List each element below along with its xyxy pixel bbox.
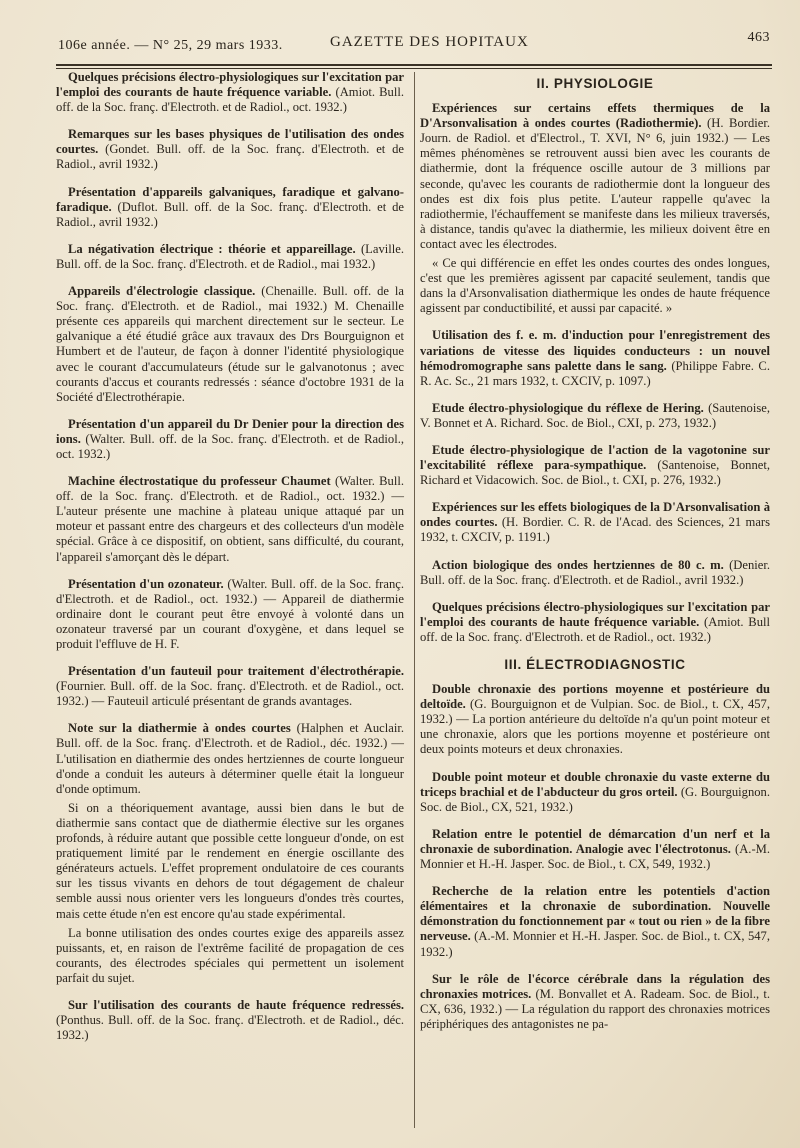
article-entry (420, 770, 770, 815)
article-entry (56, 664, 404, 709)
article-text: (Walter. Bull. off. de la Soc. franç. d'Electroth. et de Radiol., oct. 1932.) (56, 431, 404, 461)
article-entry (420, 101, 770, 252)
article-text: (A.-M. Monnier et H.-H. Jasper. Soc. de Biol., t. CX, 549, 1932.) (420, 841, 770, 872)
article-text: (G. Bourguignon. Soc. de Biol., CX, 521, 1932.) (420, 784, 771, 814)
article-text: (Denier. Bull. off. de la Soc. franç. d'Electroth. et de Radiol., avril 1932.) (420, 557, 771, 587)
article-entry (56, 284, 404, 405)
article-title: Remarques sur les bases physiques de l'utilisation des ondes courtes. (56, 127, 404, 157)
article-entry (56, 70, 404, 115)
article-title: Action biologique des ondes hertziennes de 80 c. m. (432, 557, 724, 572)
header-rule (56, 64, 772, 66)
article-title: Présentation d'un ozonateur. (68, 576, 224, 591)
article-title: Présentation d'un fauteuil pour traitement d'électrothérapie. (68, 664, 404, 679)
article-text: (A.-M. Monnier et H.-H. Jasper. Soc. de Biol., t. CX, 547, 1932.) (420, 929, 770, 959)
article-title: Recherche de la relation entre les potentiels d'action élémentaires et la chronaxie de subordination. Nouvelle démonstration du fonctionnement par « tout ou rien » de la fibre nerveuse. (420, 884, 770, 944)
article-text: (M. Bonvallet et A. Radeam. Soc. de Biol., t. CX, 636, 1932.) — La régulation du rapport des chronaxies motrices périphériques des antagonistes ne pa- (420, 986, 770, 1031)
article-entry (56, 721, 404, 796)
article-paragraph: « Ce qui différencie en effet les ondes courtes des ondes longues, c'est que les premières agissent par capacité seulement, tandis que dans la d'Arsonvalisation diathermique les ondes de haute fréquence agissent par conductibilité, et aussi par capacité. » (420, 256, 770, 316)
article-title: Machine électrostatique du professeur Chaumet (68, 474, 331, 489)
article-entry (420, 443, 770, 488)
article-paragraph: Si on a théoriquement avantage, aussi bien dans le but de diathermie sans contact que de diathermie élective sur les organes profonds, à réduire autant que possible cette longueur d'onde, on est pratiquement limité par le rendement en énergie oscillante des générateurs actuels. L'effet proprement ondulatoire de ces courants sur les tissus vivants en dehors de tout dégagement de chaleur semble aussi nous orienter vers les longueurs d'ondes très courtes, mais cette étude n'en est encore qu'au stade expérimental. (56, 800, 404, 921)
article-text: (Fournier. Bull. off. de la Soc. franç. d'Electroth. et de Radiol., oct. 1932.) — Fauteuil articulé présentant de grands avantages. (56, 679, 404, 709)
article-entry (420, 827, 770, 872)
article-text: (Laville. Bull. off. de la Soc. franç. d'Electroth. et de Radiol., mai 1932.) (56, 241, 404, 271)
article-title: Expériences sur les effets biologiques de la D'Arsonvalisation à ondes courtes. (420, 500, 770, 530)
article-entry (420, 972, 770, 1032)
article-text: (Ponthus. Bull. off. de la Soc. franç. d'Electroth. et de Radiol., déc. 1932.) (56, 1013, 404, 1043)
article-text: (Gondet. Bull. off. de la Soc. franç. d'Electroth. et de Radiol., avril 1932.) (56, 142, 404, 172)
article-title: Note sur la diathermie à ondes courtes (68, 721, 291, 736)
article-title: Présentation d'appareils galvaniques, faradique et galvano-faradique. (56, 184, 404, 214)
article-title: Etude électro-physiologique de l'action de la vagotonine sur l'excitabilité réflexe para-sympathique. (420, 442, 770, 473)
issue-info: 106e année. — N° 25, 29 mars 1933. (58, 38, 283, 53)
article-entry (420, 884, 770, 959)
article-text: (Amiot. Bull. off. de la Soc. franç. d'Electroth. et de Radiol., oct. 1932.) (56, 85, 404, 115)
article-title: Appareils d'électrologie classique. (68, 284, 256, 299)
article-entry (420, 682, 770, 757)
article-entry (56, 577, 404, 652)
article-entry (56, 242, 404, 272)
article-title: Sur le rôle de l'écorce cérébrale dans la régulation des chronaxies motrices. (420, 971, 770, 1001)
article-entry (56, 185, 404, 230)
article-text: (Amiot. Bull off. de la Soc. franç. d'Electroth. et de Radiol., oct. 1932.) (420, 614, 770, 644)
article-paragraph: La bonne utilisation des ondes courtes exige des appareils assez puissants, et, en raison de l'extrême facilité de propagation de ces courants, des électrodes spéciales qui permettent un isolement parfait du sujet. (56, 925, 404, 985)
article-title: Présentation d'un appareil du Dr Denier pour la direction des ions. (56, 416, 404, 446)
article-entry (420, 558, 770, 588)
article-text: (Chenaille. Bull. off. de la Soc. franç. d'Electroth. et de Radiol., mai 1932.) M. Chenaille présente ces appareils qui marchent directement sur le secteur. Le galvanique a été étudié grâce aux travaux des Drs Bourguignon et Humbert et de l'auteur, de façon à donner l'identité physiologique avec le courant d'accumulateurs (étude sur le galvanotonus ; avec courants d'accus et courants redressés : séance d'octobre 1931 de la Société d'Electrothérapie. (56, 284, 404, 404)
article-entry (420, 328, 770, 388)
article-text: (H. Bordier. C. R. de l'Acad. des Sciences, 21 mars 1932, t. CXCIV, p. 1191.) (420, 515, 771, 545)
page-header (58, 30, 770, 60)
article-title: Utilisation des f. e. m. d'induction pour l'enregistrement des variations de vitesse des liquides conducteurs : un nouvel hémodromographe sans palette dans le sang. (420, 328, 770, 373)
article-entry (56, 417, 404, 462)
article-title: Etude électro-physiologique du réflexe de Hering. (432, 400, 704, 415)
article-text: (Sautenoise, V. Bonnet et A. Richard. Soc. de Biol., CXI, p. 273, 1932.) (420, 400, 770, 430)
article-text: (Walter. Bull. off. de la Soc. franç. d'Electroth. et de Radiol., oct. 1932.) — L'auteur présente une machine à plateau unique attaqué par un moteur et passant entre des chargeurs et des collecteurs d'un modèle spécial. Grâce à ce dispositif, on obtient, sans difficulté, du courant, l'appareil s'amorçant dès le départ. (56, 474, 404, 564)
article-title: Quelques précisions électro-physiologiques sur l'excitation par l'emploi des courants de haute fréquence variable. (420, 599, 770, 629)
article-title: Expériences sur certains effets thermiques de la D'Arsonvalisation à ondes courtes (Radiothermie). (420, 101, 770, 131)
article-text: (Duflot. Bull. off. de la Soc. franç. d'Electroth. et de Radiol., avril 1932.) (56, 199, 404, 229)
column-separator (414, 72, 415, 1128)
physiologie-entries (420, 101, 770, 645)
article-title: Sur l'utilisation des courants de haute fréquence redressés. (68, 997, 404, 1012)
article-title: Double point moteur et double chronaxie du vaste externe du triceps brachial et de l'abducteur du gros orteil. (420, 769, 770, 799)
article-title: Relation entre le potentiel de démarcation d'un nerf et la chronaxie de subordination. Analogie avec l'électrotonus. (420, 826, 770, 856)
section-heading-physiologie: II. PHYSIOLOGIE (536, 76, 654, 91)
article-text: (G. Bourguignon et de Vulpian. Soc. de Biol., t. CX, 457, 1932.) — La portion antérieure du deltoïde n'a qu'un point moteur et une chronaxie, alors que les portions moyenne et postérieure ont deux points moteurs et deux chronaxies. (420, 697, 770, 757)
article-text: (Halphen et Auclair. Bull. off. de la Soc. franç. d'Electroth. et de Radiol., déc. 1932.) — L'utilisation en diathermie des ondes hertziennes de courte longueur d'onde a conduit les auteurs à déterminer quelle était la longueur d'onde optimum. (56, 721, 404, 796)
article-text: (H. Bordier. Journ. de Radiol. et d'Electrol., T. XVI, N° 6, juin 1932.) — Les mêmes phénomènes se retrouvent aussi bien avec les courants de diathermie, dont la fréquence oscille autour de 3 millions par seconde, qu'avec les courants de radiothermie dont la longueur des ondes est dix fois plus petite. L'auteur rappelle qu'avec la radiothermie, l'échauffement se manifeste dans les milieux traversés, à distance, tandis qu'avec la diathermie, les milieux doivent être en contact avec les électrodes. (420, 116, 770, 251)
left-column (56, 70, 404, 1055)
article-title: Quelques précisions électro-physiologiques sur l'excitation par l'emploi des courants de haute fréquence variable. (56, 70, 404, 100)
article-entry (56, 474, 404, 565)
article-text: (Walter. Bull. off. de la Soc. franç. d'Electroth. et de Radiol., oct. 1932.) — Appareil de diathermie ordinaire dont le courant peut être envoyé à volonté dans un ozonateur traversé par un courant d'oxygène, et dans lequel se produit l'effluve de H. F. (56, 576, 404, 651)
article-text: (Santenoise, Bonnet, Richard et Vidacowich. Soc. de Biol., t. CXI, p. 276, 1932.) (420, 458, 770, 488)
article-title: Double chronaxie des portions moyenne et postérieure du deltoïde. (420, 682, 770, 712)
right-column (420, 70, 770, 1044)
article-entry (56, 998, 404, 1043)
article-entry (56, 127, 404, 172)
article-entry (420, 500, 770, 545)
page-number: 463 (747, 30, 770, 45)
article-title: La négativation électrique : théorie et appareillage. (68, 241, 356, 256)
article-entry (420, 600, 770, 645)
section-heading-electrodiagnostic: III. ÉLECTRODIAGNOSTIC (504, 657, 686, 672)
journal-title: GAZETTE DES HOPITAUX (330, 34, 529, 50)
header-rule-thin (56, 68, 772, 69)
article-text: (Philippe Fabre. C. R. Ac. Sc., 21 mars 1932, t. CXCIV, p. 1097.) (420, 358, 770, 388)
article-entry (420, 401, 770, 431)
electrodiagnostic-entries (420, 682, 770, 1032)
